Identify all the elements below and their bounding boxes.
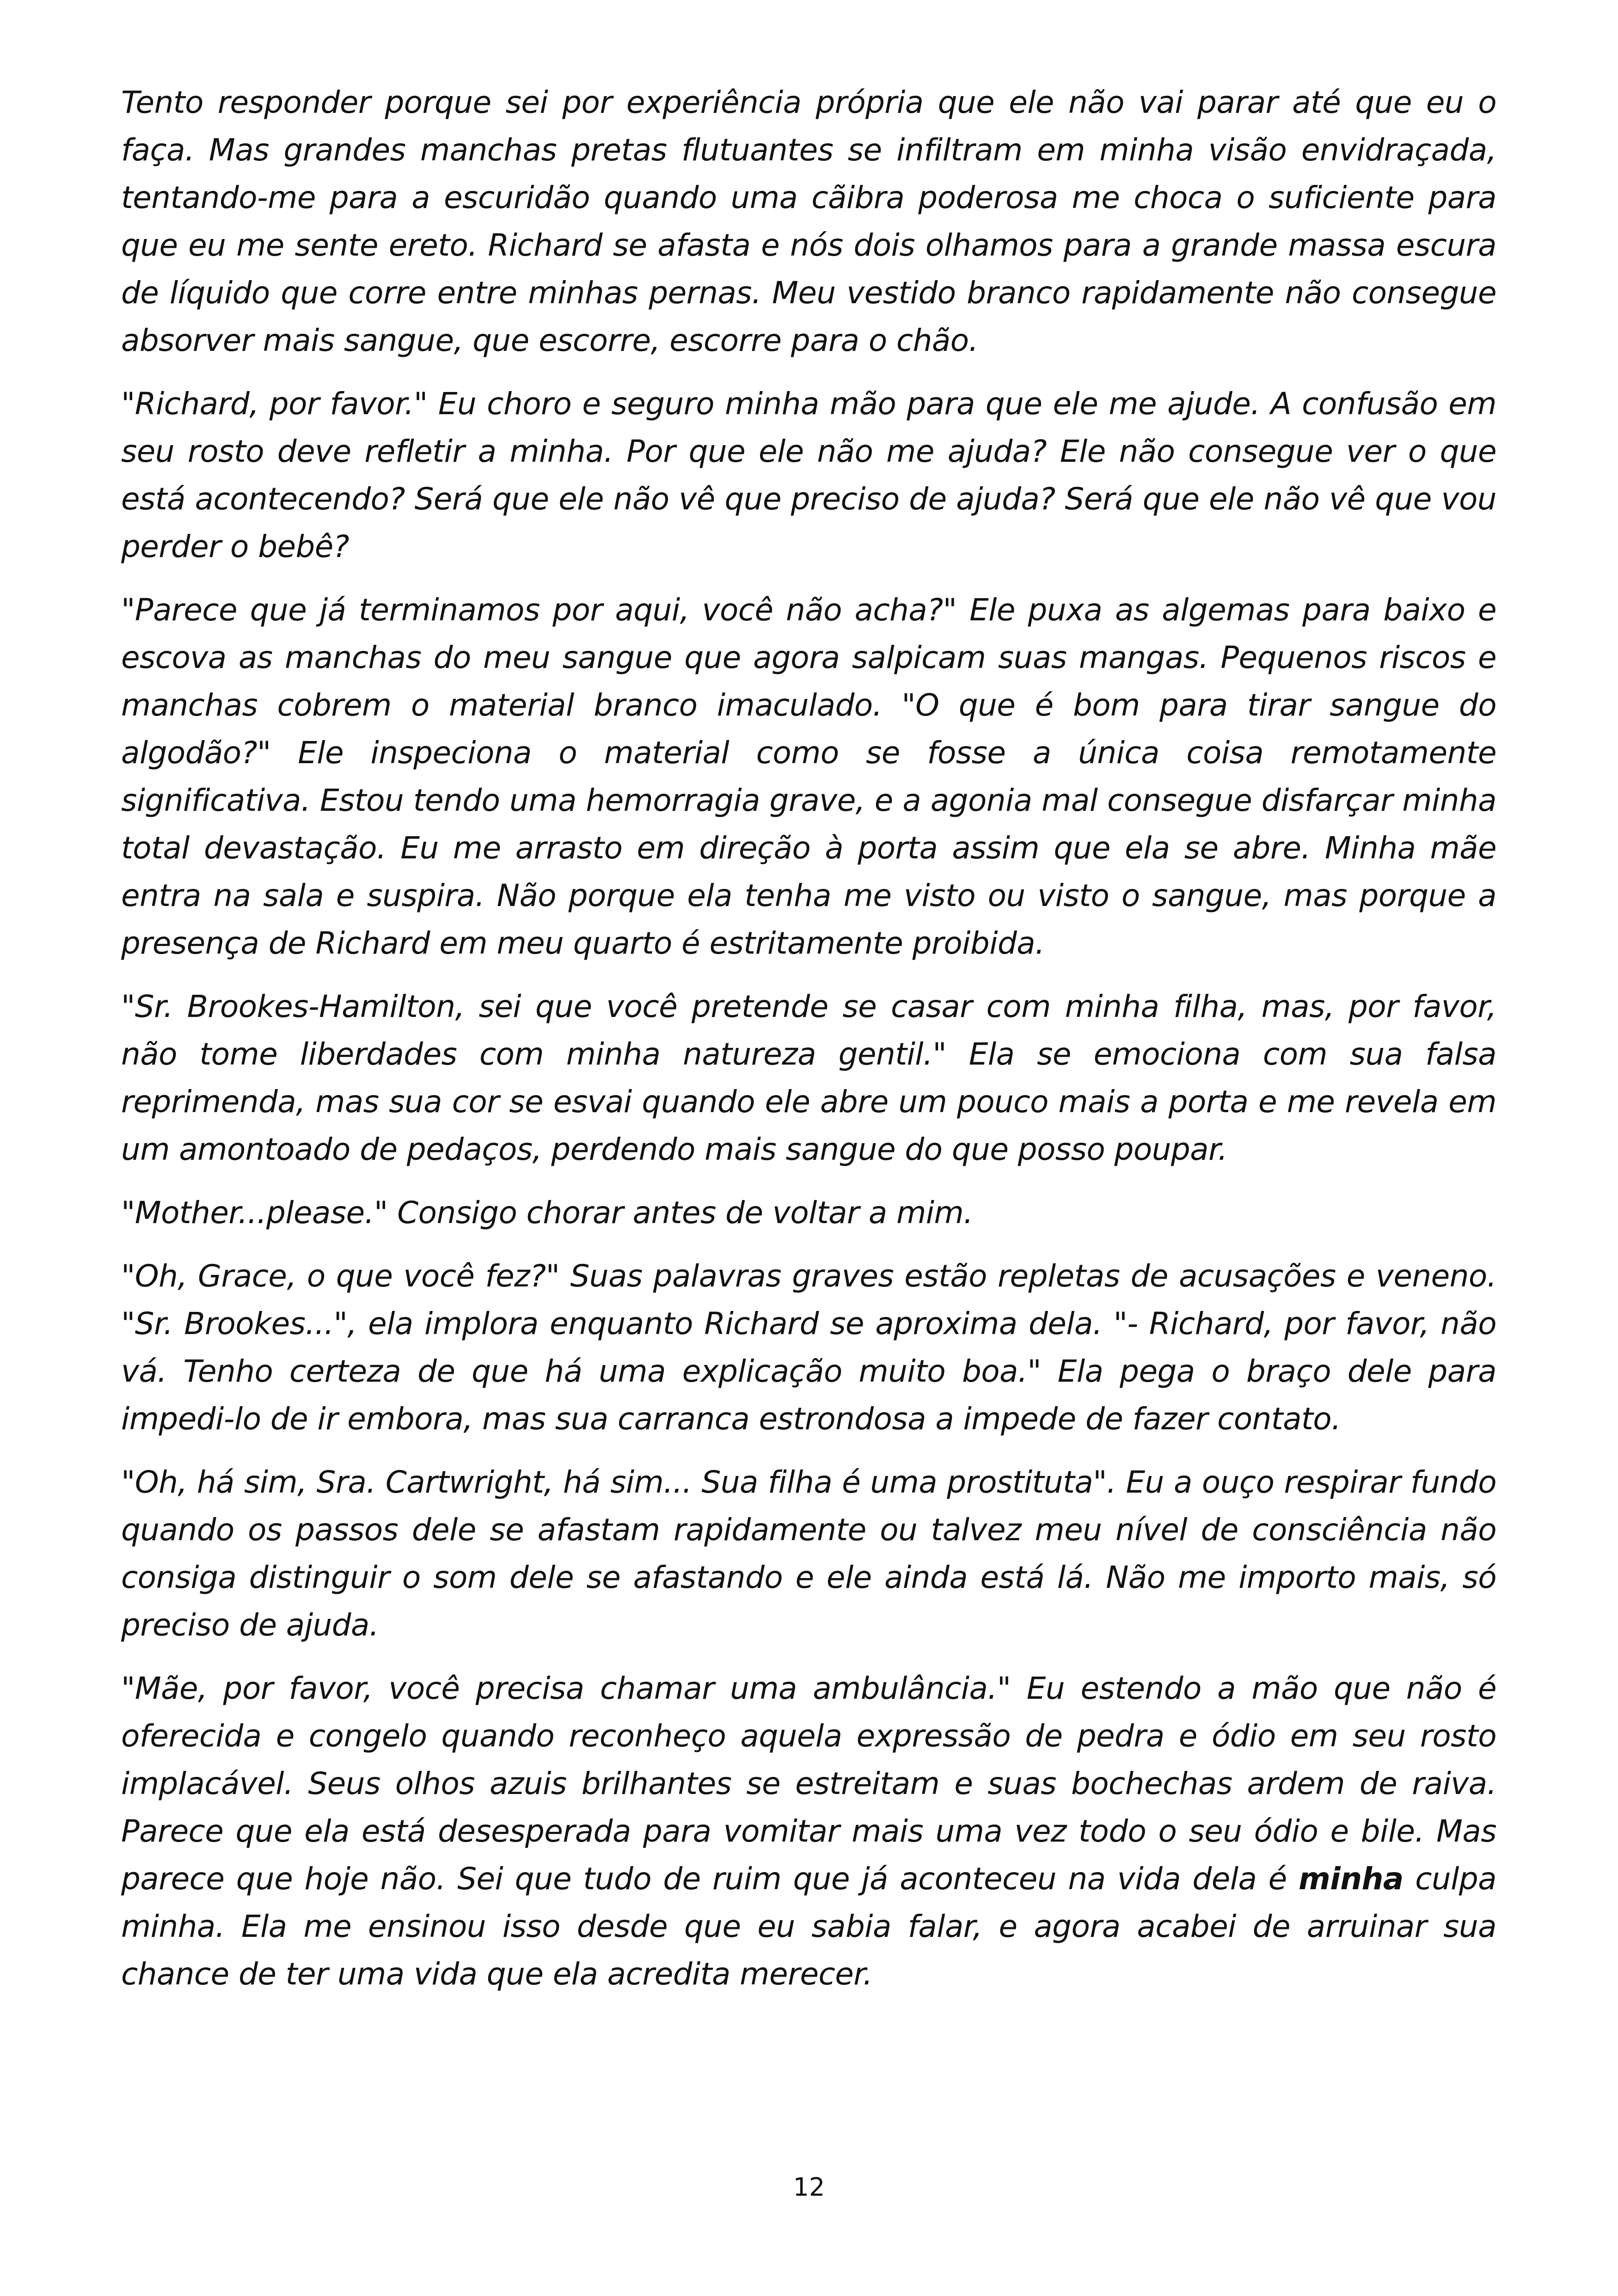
paragraph-5: "Mother...please." Consigo chorar antes de voltar a mim.: [121, 1195, 973, 1231]
paragraph-4: "Sr. Brookes-Hamilton, sei que você pretende se casar com minha filha, mas, por favor, não tome liberdades com minha natureza gentil." Ela se emociona com sua falsa reprimenda, mas sua cor se esvai quando ele abre um pouco mais a porta e me revela em um amontoado de pedaços, perdendo mais sangue do que posso poupar.: [121, 989, 1496, 1167]
paragraph-6: "Oh, Grace, o que você fez?" Suas palavras graves estão repletas de acusações e veneno. "Sr. Brookes...", ela implora enquanto Richard se aproxima dela. "- Richard, por favor, não vá. Tenho certeza de que há uma explicação muito boa." Ela pega o braço dele para impedi-lo de ir embora, mas sua carranca estrondosa a impede de fazer contato.: [121, 1258, 1496, 1437]
paragraph-1: Tento responder porque sei por experiência própria que ele não vai parar até que eu o faça. Mas grandes manchas pretas flutuantes se infiltram em minha visão envidraçada, tentando-me para a escuridão quando uma cãibra poderosa me choca o suficiente para que eu me sente ereto. Richard se afasta e nós dois olhamos para a grande massa escura de líquido que corre entre minhas pernas. Meu vestido branco rapidamente não consegue absorver mais sangue, que escorre, escorre para o chão.: [121, 85, 1496, 358]
text-body: [121, 79, 1496, 2014]
paragraph-2: "Richard, por favor." Eu choro e seguro minha mão para que ele me ajude. A confusão em seu rosto deve refletir a minha. Por que ele não me ajuda? Ele não consegue ver o que está acontecendo? Será que ele não vê que preciso de ajuda? Será que ele não vê que vou perder o bebê?: [121, 386, 1496, 564]
paragraph-8-text-end: culpa minha. Ela me ensinou isso desde que eu sabia falar, e agora acabei de arruinar sua chance de ter uma vida que ela acredita merecer.: [121, 1861, 1496, 1992]
paragraph-8: [121, 1665, 1496, 1998]
page-number: 12: [793, 2173, 825, 2202]
paragraph-3: "Parece que já terminamos por aqui, você não acha?" Ele puxa as algemas para baixo e escova as manchas do meu sangue que agora salpicam suas mangas. Pequenos riscos e manchas cobrem o material branco imaculado. "O que é bom para tirar sangue do algodão?" Ele inspeciona o material como se fosse a única coisa remotamente significativa. Estou tendo uma hemorragia grave, e a agonia mal consegue disfarçar minha total devastação. Eu me arrasto em direção à porta assim que ela se abre. Minha mãe entra na sala e suspira. Não porque ela tenha me visto ou visto o sangue, mas porque a presença de Richard em meu quarto é estritamente proibida.: [121, 592, 1496, 961]
paragraph-7: "Oh, há sim, Sra. Cartwright, há sim... Sua filha é uma prostituta". Eu a ouço respirar fundo quando os passos dele se afastam rapidamente ou talvez meu nível de consciência não consiga distinguir o som dele se afastando e ele ainda está lá. Não me importo mais, só preciso de ajuda.: [121, 1464, 1496, 1643]
paragraph-8-text-start: "Mãe, por favor, você precisa chamar uma ambulância." Eu estendo a mão que não é oferecida e congelo quando reconheço aquela expressão de pedra e ódio em seu rosto implacável. Seus olhos azuis brilhantes se estreitam e suas bochechas ardem de raiva. Parece que ela está desesperada para vomitar mais uma vez todo o seu ódio e bile. Mas parece que hoje não. Sei que tudo de ruim que já aconteceu na vida dela é: [121, 1671, 1496, 1897]
paragraph-8-bold-word: minha: [1298, 1861, 1403, 1897]
